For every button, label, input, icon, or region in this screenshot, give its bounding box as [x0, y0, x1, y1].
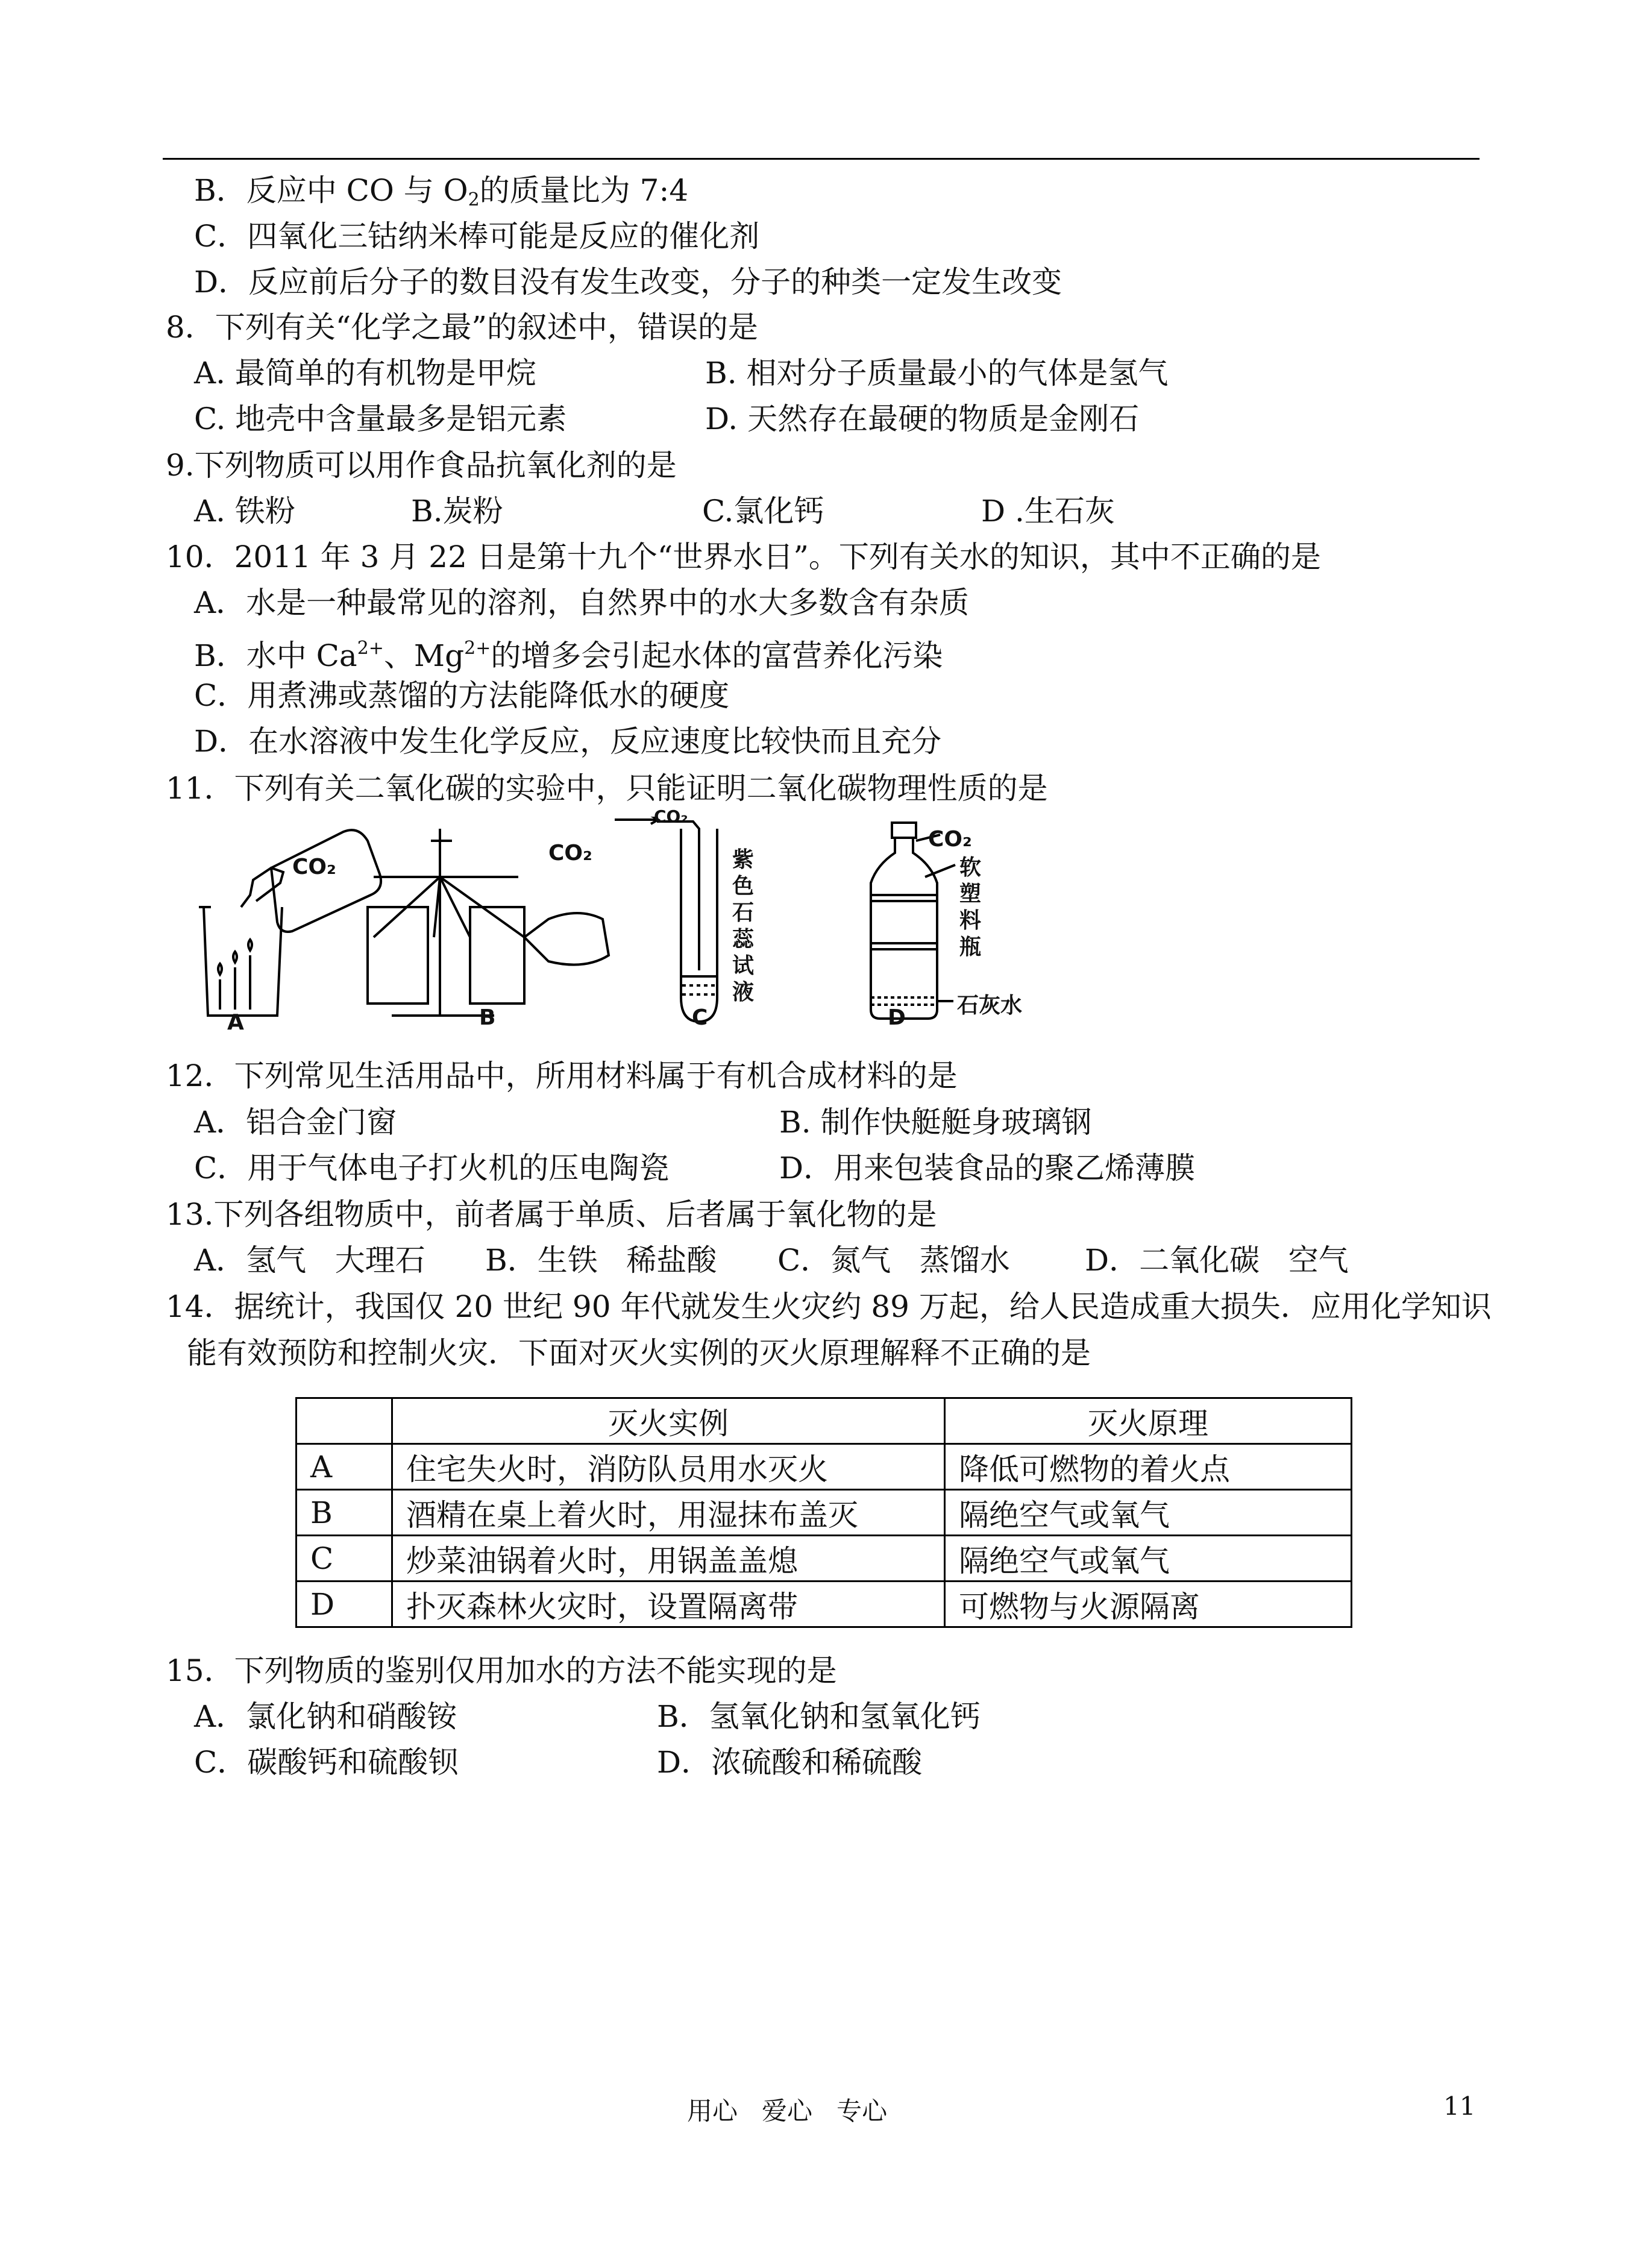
litmus-solution-label: 紫色石蕊试液 — [732, 847, 755, 1005]
q12-option-c: C．用于气体电子打火机的压电陶瓷 — [194, 1151, 670, 1186]
q15-option-a: A．氯化钠和硝酸铵 — [194, 1699, 457, 1734]
q7-option-d: D．反应前后分子的数目没有发生改变，分子的种类一定发生改变 — [194, 265, 1062, 300]
fire-extinguishing-table — [295, 1397, 1352, 1628]
q12-option-d: D．用来包装食品的聚乙烯薄膜 — [779, 1151, 1196, 1186]
table-row — [297, 1490, 1352, 1536]
table-header-cell: 灭火实例 — [392, 1398, 945, 1444]
table-cell: C — [297, 1536, 392, 1582]
q9-stem: 9.下列物质可以用作食品抗氧化剂的是 — [166, 448, 677, 483]
q14-stem-line2: 能有效预防和控制火灾．下面对灭火实例的灭火原理解释不正确的是 — [187, 1336, 1091, 1371]
q14-stem-line1: 14．据统计，我国仅 20 世纪 90 年代就发生火灾约 89 万起，给人民造成重大损失．应用化学知识 — [166, 1289, 1492, 1324]
q15-option-b: B．氢氧化钠和氢氧化钙 — [657, 1699, 981, 1734]
table-cell: A — [297, 1444, 392, 1490]
experiment-c-illustration — [615, 817, 717, 1022]
table-cell: 酒精在桌上着火时，用湿抹布盖灭 — [392, 1490, 945, 1536]
q10-option-c: C．用煮沸或蒸馏的方法能降低水的硬度 — [194, 678, 730, 713]
q10-stem: 10．2011 年 3 月 22 日是第十九个“世界水日”。下列有关水的知识，其中不正确的是 — [166, 539, 1321, 574]
table-header-cell — [297, 1398, 392, 1444]
soft-plastic-bottle-label: 软塑料瓶 — [959, 855, 982, 960]
header-rule — [163, 158, 1480, 160]
table-row — [297, 1536, 1352, 1582]
q13-option-c: C．氮气 蒸馏水 — [777, 1243, 1010, 1278]
table-header-cell: 灭火原理 — [945, 1398, 1352, 1444]
co2-label-b: CO₂ — [548, 841, 592, 865]
table-cell: 可燃物与火源隔离 — [945, 1582, 1352, 1627]
q9-option-a: A. 铁粉 — [194, 494, 295, 529]
co2-label-c: CO₂ — [654, 806, 688, 826]
experiment-d-illustration — [871, 823, 955, 1019]
table-row — [297, 1582, 1352, 1627]
table-cell: D — [297, 1582, 392, 1627]
q8-option-b: B. 相对分子质量最小的气体是氢气 — [705, 356, 1169, 391]
q8-option-c: C. 地壳中含量最多是铝元素 — [194, 401, 567, 436]
q15-stem: 15．下列物质的鉴别仅用加水的方法不能实现的是 — [166, 1653, 837, 1688]
q9-option-b: B.炭粉 — [411, 494, 503, 529]
q12-option-a: A．铝合金门窗 — [194, 1105, 397, 1140]
table-cell: 扑灭森林火灾时，设置隔离带 — [392, 1582, 945, 1627]
table-cell: 炒菜油锅着火时，用锅盖盖熄 — [392, 1536, 945, 1582]
q13-option-d: D．二氧化碳 空气 — [1085, 1243, 1349, 1278]
footer-motto: 用心 爱心 专心 — [687, 2096, 888, 2126]
table-cell: 住宅失火时，消防队员用水灭火 — [392, 1444, 945, 1490]
table-row — [297, 1444, 1352, 1490]
q13-option-a: A．氢气 大理石 — [194, 1243, 425, 1278]
table-header-row — [297, 1398, 1352, 1444]
table-cell: 隔绝空气或氧气 — [945, 1536, 1352, 1582]
q12-option-b: B. 制作快艇艇身玻璃钢 — [779, 1105, 1092, 1140]
q10-option-d: D．在水溶液中发生化学反应，反应速度比较快而且充分 — [194, 724, 942, 759]
limewater-label: 石灰水 — [957, 993, 1023, 1018]
q9-option-d: D .生石灰 — [981, 494, 1115, 529]
table-cell: 降低可燃物的着火点 — [945, 1444, 1352, 1490]
table-cell: 隔绝空气或氧气 — [945, 1490, 1352, 1536]
figure-label-b: B — [479, 1005, 496, 1030]
figure-label-c: C — [692, 1005, 708, 1030]
q8-option-a: A. 最简单的有机物是甲烷 — [194, 356, 536, 391]
table-cell: B — [297, 1490, 392, 1536]
q15-option-d: D．浓硫酸和稀硫酸 — [657, 1745, 923, 1780]
q15-option-c: C．碳酸钙和硫酸钡 — [194, 1745, 459, 1780]
q10-option-b: B．水中 $Ca^{2+}$、$Mg^{2+}$的增多会引起水体的富营养化污染 — [194, 638, 943, 673]
q7-option-c: C．四氧化三钴纳米棒可能是反应的催化剂 — [194, 219, 760, 254]
co2-label-d: CO₂ — [928, 827, 972, 852]
figure-label-d: D — [888, 1005, 906, 1030]
q13-option-b: B．生铁 稀盐酸 — [485, 1243, 717, 1278]
experiment-a-illustration — [199, 830, 381, 1016]
q13-stem: 13.下列各组物质中，前者属于单质、后者属于氧化物的是 — [166, 1197, 937, 1232]
q7-option-b: B．反应中 CO 与 $O_2$的质量比为 7:4 — [194, 173, 689, 210]
q8-stem: 8．下列有关“化学之最”的叙述中，错误的是 — [166, 310, 758, 345]
q10-option-a: A．水是一种最常见的溶剂，自然界中的水大多数含有杂质 — [194, 585, 970, 620]
q9-option-c: C.氯化钙 — [702, 494, 824, 529]
page-number: 11 — [1443, 2091, 1476, 2121]
co2-label-a: CO₂ — [292, 855, 336, 879]
q11-stem: 11．下列有关二氧化碳的实验中，只能证明二氧化碳物理性质的是 — [166, 771, 1048, 806]
q12-stem: 12．下列常见生活用品中，所用材料属于有机合成材料的是 — [166, 1058, 958, 1093]
figure-label-a: A — [227, 1010, 244, 1035]
q8-option-d: D. 天然存在最硬的物质是金刚石 — [705, 401, 1140, 436]
